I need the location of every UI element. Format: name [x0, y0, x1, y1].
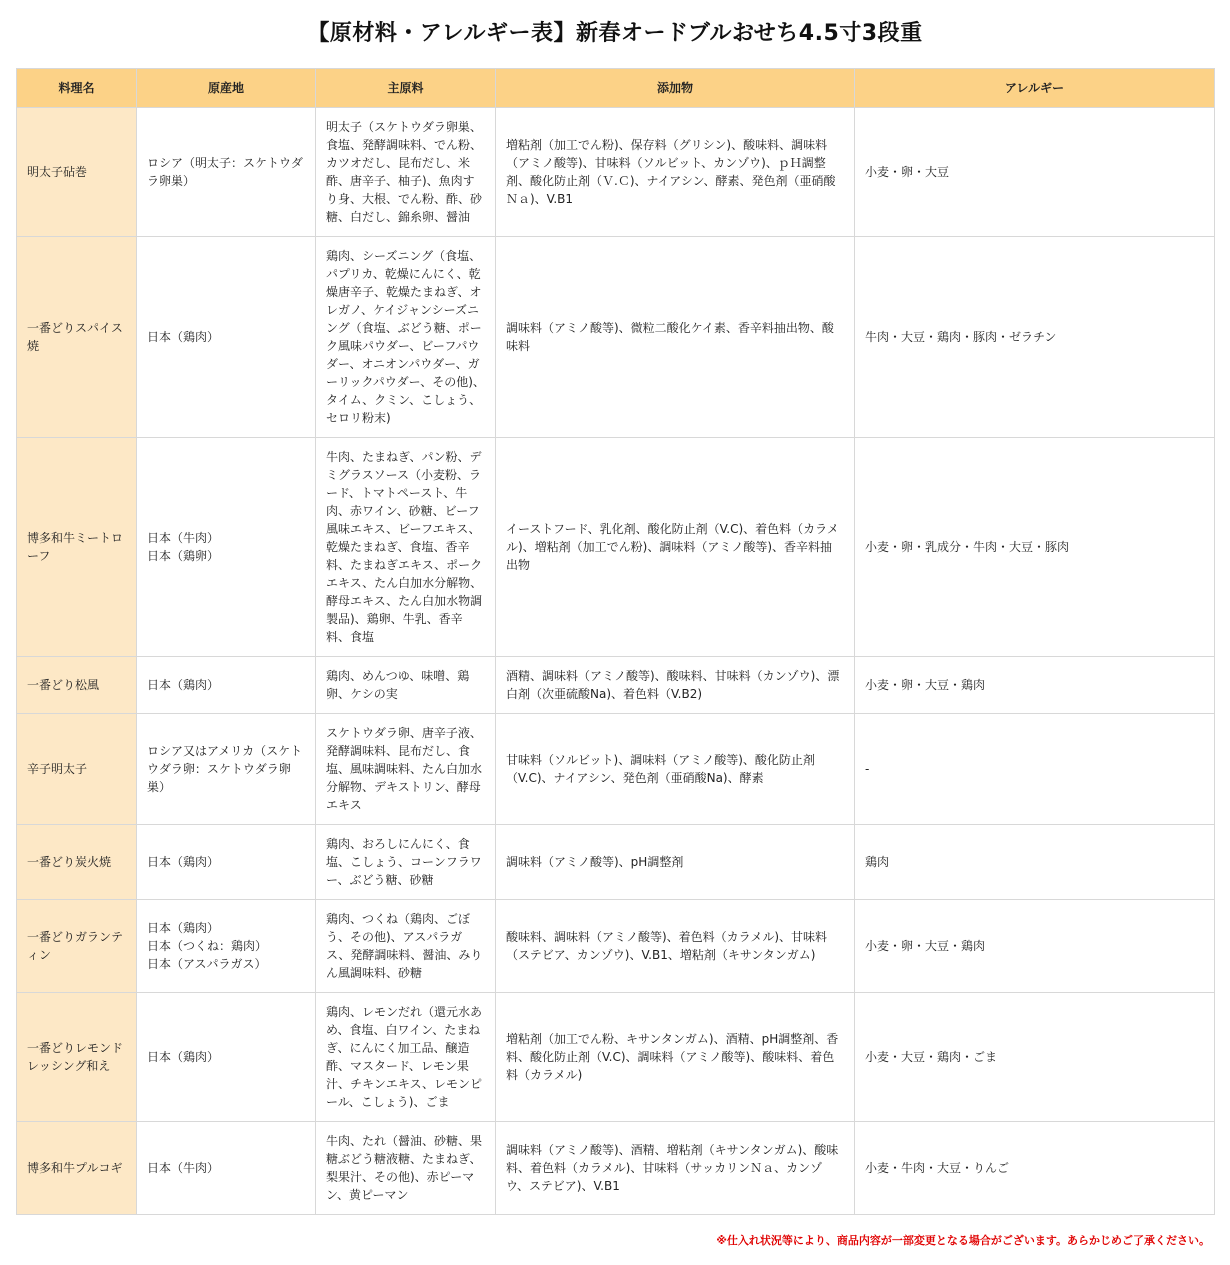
origin-line: 日本（牛肉） [147, 1161, 220, 1175]
table-row [17, 714, 1215, 825]
table-row [17, 1122, 1215, 1215]
origin-cell [137, 714, 316, 825]
ingredients-cell: スケトウダラ卵、唐辛子液、発酵調味料、昆布だし、食塩、風味調味料、たん白加水分解物、デキストリン、酵母エキス [316, 714, 496, 825]
additives-cell: 調味料（アミノ酸等)、酒精、増粘剤（キサンタンガム)、酸味料、着色料（カラメル)、甘味料（サッカリンＮａ、カンゾウ、ステビア)、V.B1 [496, 1122, 855, 1215]
header-dish-name: 料理名 [17, 69, 137, 108]
origin-cell [137, 993, 316, 1122]
origin-cell [137, 900, 316, 993]
allergy-cell: 小麦・卵・大豆 [855, 108, 1215, 237]
ingredients-cell: 鶏肉、レモンだれ（還元水あめ、食塩、白ワイン、たまねぎ、にんにく加工品、醸造酢、マスタード、レモン果汁、チキンエキス、レモンピール、こしょう)、ごま [316, 993, 496, 1122]
ingredients-cell: 牛肉、たまねぎ、パン粉、デミグラスソース（小麦粉、ラード、トマトペースト、牛肉、赤ワイン、砂糖、ビーフ風味エキス、ビーフエキス、乾燥たまねぎ、食塩、香辛料、たまねぎエキス、ポークエキス、たん白加水分解物、酵母エキス、たん白加水物調製品)、鶏卵、牛乳、香辛料、食塩 [316, 438, 496, 657]
origin-line: 日本（鶏肉） [147, 921, 220, 935]
origin-cell [137, 108, 316, 237]
table-row [17, 237, 1215, 438]
table-row [17, 900, 1215, 993]
origin-line: ロシア又はアメリカ（スケトウダラ卵：スケトウダラ卵巣） [147, 744, 303, 794]
origin-line: 日本（鶏卵） [147, 549, 220, 563]
additives-cell: 酒精、調味料（アミノ酸等)、酸味料、甘味料（カンゾウ)、漂白剤（次亜硫酸Na)、着色料（V.B2) [496, 657, 855, 714]
dish-name: 一番どり炭火焼 [17, 825, 137, 900]
origin-cell [137, 1122, 316, 1215]
additives-cell: 増粘剤（加工でん粉)、保存料（グリシン)、酸味料、調味料（アミノ酸等)、甘味料（ソルビット、カンゾウ)、ｐＨ調整剤、酸化防止剤（Ｖ.Ｃ)、ナイアシン、酵素、発色剤（亜硝酸Ｎａ)、V.B1 [496, 108, 855, 237]
origin-line: 日本（鶏肉） [147, 855, 220, 869]
table-row [17, 825, 1215, 900]
origin-line: 日本（鶏肉） [147, 330, 220, 344]
origin-cell [137, 438, 316, 657]
table-row [17, 438, 1215, 657]
header-additives: 添加物 [496, 69, 855, 108]
dish-name: 明太子砧巻 [17, 108, 137, 237]
header-allergy: アレルギー [855, 69, 1215, 108]
origin-line: 日本（鶏肉） [147, 1050, 220, 1064]
ingredients-cell: 牛肉、たれ（醤油、砂糖、果糖ぶどう糖液糖、たまねぎ、梨果汁、その他)、赤ピーマン、黄ピーマン [316, 1122, 496, 1215]
origin-line: 日本（牛肉） [147, 531, 220, 545]
allergy-table [16, 68, 1215, 1215]
ingredients-cell: 鶏肉、つくね（鶏肉、ごぼう、その他)、アスパラガス、発酵調味料、醤油、みりん風調味料、砂糖 [316, 900, 496, 993]
dish-name: 辛子明太子 [17, 714, 137, 825]
additives-cell: 増粘剤（加工でん粉、キサンタンガム)、酒精、pH調整剤、香料、酸化防止剤（V.C)、調味料（アミノ酸等)、酸味料、着色料（カラメル) [496, 993, 855, 1122]
dish-name: 一番どりスパイス焼 [17, 237, 137, 438]
ingredients-cell: 鶏肉、おろしにんにく、食塩、こしょう、コーンフラワー、ぶどう糖、砂糖 [316, 825, 496, 900]
page-title: 【原材料・アレルギー表】新春オードブルおせち4.5寸3段重 [307, 21, 923, 46]
table-header-row [17, 69, 1215, 108]
header-origin: 原産地 [137, 69, 316, 108]
table-row [17, 657, 1215, 714]
origin-cell [137, 657, 316, 714]
dish-name: 一番どり松風 [17, 657, 137, 714]
header-main-ingredients: 主原料 [316, 69, 496, 108]
origin-line: ロシア（明太子：スケトウダラ卵巣） [147, 156, 303, 188]
allergy-cell: 鶏肉 [855, 825, 1215, 900]
table-row [17, 108, 1215, 237]
dish-name: 博多和牛ミートローフ [17, 438, 137, 657]
table-row [17, 993, 1215, 1122]
additives-cell: 甘味料（ソルビット)、調味料（アミノ酸等)、酸化防止剤（V.C)、ナイアシン、発色剤（亜硝酸Na)、酵素 [496, 714, 855, 825]
allergy-cell: 小麦・牛肉・大豆・りんご [855, 1122, 1215, 1215]
additives-cell: 酸味料、調味料（アミノ酸等)、着色料（カラメル)、甘味料（ステビア、カンゾウ)、V.B1、増粘剤（キサンタンガム) [496, 900, 855, 993]
allergy-cell: 牛肉・大豆・鶏肉・豚肉・ゼラチン [855, 237, 1215, 438]
origin-cell [137, 825, 316, 900]
allergy-cell: 小麦・卵・乳成分・牛肉・大豆・豚肉 [855, 438, 1215, 657]
ingredients-cell: 鶏肉、めんつゆ、味噌、鶏卵、ケシの実 [316, 657, 496, 714]
origin-line: 日本（鶏肉） [147, 678, 220, 692]
ingredients-cell: 明太子（スケトウダラ卵巣、食塩、発酵調味料、でん粉、カツオだし、昆布だし、米酢、唐辛子、柚子)、魚肉すり身、大根、でん粉、酢、砂糖、白だし、錦糸卵、醤油 [316, 108, 496, 237]
disclaimer-note: ※仕入れ状況等により、商品内容が一部変更となる場合がございます。あらかじめご了承ください。 [716, 1234, 1210, 1247]
additives-cell: 調味料（アミノ酸等)、pH調整剤 [496, 825, 855, 900]
dish-name: 一番どりレモンドレッシング和え [17, 993, 137, 1122]
dish-name: 一番どりガランティン [17, 900, 137, 993]
additives-cell: イーストフード、乳化剤、酸化防止剤（V.C)、着色料（カラメル)、増粘剤（加工でん粉)、調味料（アミノ酸等)、香辛料抽出物 [496, 438, 855, 657]
allergy-cell: 小麦・卵・大豆・鶏肉 [855, 900, 1215, 993]
additives-cell: 調味料（アミノ酸等)、微粒二酸化ケイ素、香辛料抽出物、酸味料 [496, 237, 855, 438]
dish-name: 博多和牛プルコギ [17, 1122, 137, 1215]
origin-line: 日本（アスパラガス） [147, 957, 267, 971]
origin-cell [137, 237, 316, 438]
allergy-cell: - [855, 714, 1215, 825]
allergy-cell: 小麦・卵・大豆・鶏肉 [855, 657, 1215, 714]
ingredients-cell: 鶏肉、シーズニング（食塩、パプリカ、乾燥にんにく、乾燥唐辛子、乾燥たまねぎ、オレガノ、ケイジャンシーズニング（食塩、ぶどう糖、ポーク風味パウダー、ビーフパウダー、オニオンパウダー、ガーリックパウダー、その他)、タイム、クミン、こしょう、セロリ粉末) [316, 237, 496, 438]
origin-line: 日本（つくね：鶏肉） [147, 939, 268, 953]
allergy-cell: 小麦・大豆・鶏肉・ごま [855, 993, 1215, 1122]
